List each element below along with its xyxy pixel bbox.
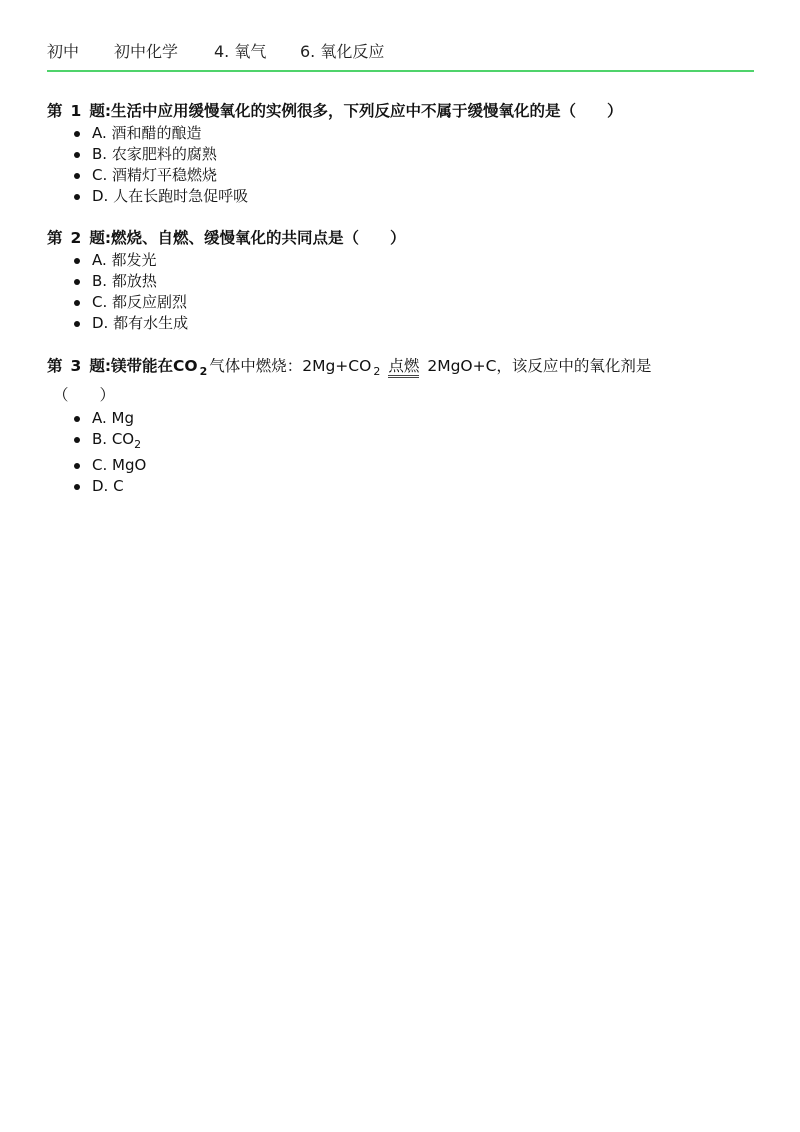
- question-text-bold: 镁带能在CO: [111, 357, 198, 375]
- option-a[interactable]: A. Mg: [47, 408, 754, 429]
- subscript: 2: [373, 365, 381, 378]
- reaction-condition: 点燃: [388, 358, 419, 378]
- question-title: 第 1 题:生活中应用缓慢氧化的实例很多，下列反应中不属于缓慢氧化的是（ ）: [47, 102, 623, 120]
- question-text: 生活中应用缓慢氧化的实例很多，下列反应中不属于缓慢氧化的是（ ）: [111, 102, 623, 120]
- breadcrumb-subject[interactable]: 初中化学: [114, 42, 179, 61]
- option-c[interactable]: C. 酒精灯平稳燃烧: [47, 165, 754, 186]
- breadcrumb-level[interactable]: 初中: [47, 42, 80, 61]
- question-text: 气体中燃烧：2Mg+CO: [209, 357, 372, 375]
- question-title: 第 2 题:燃烧、自燃、缓慢氧化的共同点是（ ）: [47, 229, 406, 247]
- option-d[interactable]: D. C: [47, 476, 754, 497]
- options-list: [47, 123, 754, 207]
- header-divider: [47, 70, 754, 72]
- question-title: 第 3 题:镁带能在CO $_2$ 气体中燃烧：2Mg+CO $_2$ 点燃 2MgO+C，该反应中的氧化剂是: [47, 357, 652, 378]
- option-b[interactable]: B. $CO_2$: [47, 429, 754, 455]
- breadcrumb-chapter[interactable]: 4. 氧气: [214, 42, 267, 61]
- option-c[interactable]: C. MgO: [47, 455, 754, 476]
- options-list: [47, 250, 754, 334]
- option-b[interactable]: B. 农家肥料的腐熟: [47, 144, 754, 165]
- option-b[interactable]: B. 都放热: [47, 271, 754, 292]
- option-c[interactable]: C. 都反应剧烈: [47, 292, 754, 313]
- question-3: [47, 354, 754, 497]
- question-1: [47, 99, 754, 207]
- question-2: [47, 226, 754, 334]
- answer-blank: （ ）: [53, 386, 116, 404]
- subscript: 2: [199, 365, 208, 378]
- question-text-cont: 2MgO+C，该反应中的氧化剂是: [427, 357, 652, 375]
- options-list: [47, 408, 754, 497]
- breadcrumb: [47, 39, 754, 69]
- subscript: 2: [134, 438, 142, 451]
- option-a[interactable]: A. 都发光: [47, 250, 754, 271]
- question-text: 燃烧、自燃、缓慢氧化的共同点是（ ）: [111, 229, 406, 247]
- breadcrumb-section[interactable]: 6. 氧化反应: [300, 42, 385, 61]
- option-d[interactable]: D. 都有水生成: [47, 313, 754, 334]
- option-a[interactable]: A. 酒和醋的酿造: [47, 123, 754, 144]
- option-d[interactable]: D. 人在长跑时急促呼吸: [47, 186, 754, 207]
